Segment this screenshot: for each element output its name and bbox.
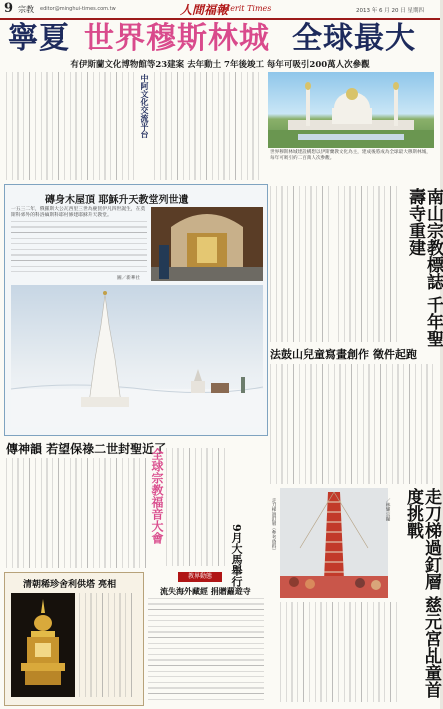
headline-part-2: 世界穆斯林城 xyxy=(84,21,270,56)
concert-title-accent: 全球宗教福音大會 xyxy=(150,448,164,544)
blade-ladder-photo xyxy=(280,488,388,598)
church-story-text xyxy=(11,221,147,273)
relic-stupa-illustration xyxy=(11,593,75,697)
blade-ladder-illustration xyxy=(280,488,388,598)
right-photo-caption-left: 走刀梯過釘層（參考資料） xyxy=(271,498,276,554)
relic-story-title: 清朝稀珍舍利供塔 亮相 xyxy=(23,580,117,590)
right-story-text-block xyxy=(270,364,434,484)
mosque-illustration xyxy=(268,72,434,148)
church-story-intro: 一五三二年，俄羅斯大公瓦西里三世為慶賀伊凡四世誕生，在莫斯科郊外的科洛緬斯科耶村修建耶穌升天教堂。 xyxy=(11,207,146,218)
church-story-box xyxy=(4,184,268,436)
right-headline-middle: 法鼓山兒童寫畫創作 徵件起跑 xyxy=(270,348,417,361)
church-photo-byline: 圖／新華社 xyxy=(117,276,140,281)
gospel-story-title: 傳神韻 若望保祿二世封聖近了 xyxy=(6,442,167,456)
concert-story-text xyxy=(166,448,226,566)
headline-part-3: 全球最大 xyxy=(292,21,416,56)
issue-date: 2013 年 6 月 20 日 星期四 xyxy=(356,8,424,14)
middle-right-text-block xyxy=(270,186,334,342)
ascension-church-illustration xyxy=(11,285,263,427)
religious-dynamics-tag: 教界動態 xyxy=(178,572,222,582)
paper-name: 人間福報 xyxy=(180,3,229,17)
middle-right-text-block-2 xyxy=(338,186,398,342)
church-interior-illustration xyxy=(151,207,263,281)
mosque-photo-caption: 世界穆斯林城建設構想以伊斯蘭教文化為主，建成後將成為全球最大穆斯林城，每年可吸引約二百萬人次參觀。 xyxy=(270,150,431,161)
relic-story-text xyxy=(79,593,137,697)
lead-story-text-block-2 xyxy=(154,72,264,180)
concert-title-main: 9月大馬舉行 xyxy=(230,524,243,587)
lead-story-text-block xyxy=(6,72,134,180)
right-headline-top: 南山宗教標誌 千年聖壽寺重建 xyxy=(405,188,443,347)
mosque-city-photo xyxy=(268,72,434,148)
paper-english-name: Merit Times xyxy=(222,4,272,13)
right-bottom-text xyxy=(280,602,400,702)
church-story-title: 磚身木屋頂 耶穌升天教堂列世遺 xyxy=(45,195,189,206)
right-photo-caption-right: ／林耀宗攝 xyxy=(385,498,390,521)
section-url: editor@minghui-times.com.tw xyxy=(40,6,116,12)
headline-part-1: 寧夏 xyxy=(8,21,70,56)
lead-story-side-title: 中阿文化交流平台 xyxy=(140,74,150,138)
relic-story-box xyxy=(4,572,144,706)
gospel-story-text xyxy=(6,458,146,568)
section-label: 宗教 xyxy=(18,5,34,14)
church-interior-photo xyxy=(151,207,263,281)
masthead-bar xyxy=(0,0,440,20)
right-headline-bottom: 走刀梯過釘層 慈元宮乩童首度挑戰 xyxy=(403,488,441,698)
main-headline xyxy=(8,20,432,58)
page-number: 9 xyxy=(4,1,14,16)
relic-stupa-photo xyxy=(11,593,75,697)
ascension-church-photo xyxy=(11,285,263,427)
religious-dynamics-text xyxy=(148,598,264,702)
religious-dynamics-title: 流失海外藏經 捐贈蘿遊寺 xyxy=(160,586,251,596)
subheadline: 有伊斯蘭文化博物館等23建案 去年動土 7年後竣工 每年可吸引200萬人次參觀 xyxy=(70,60,370,70)
